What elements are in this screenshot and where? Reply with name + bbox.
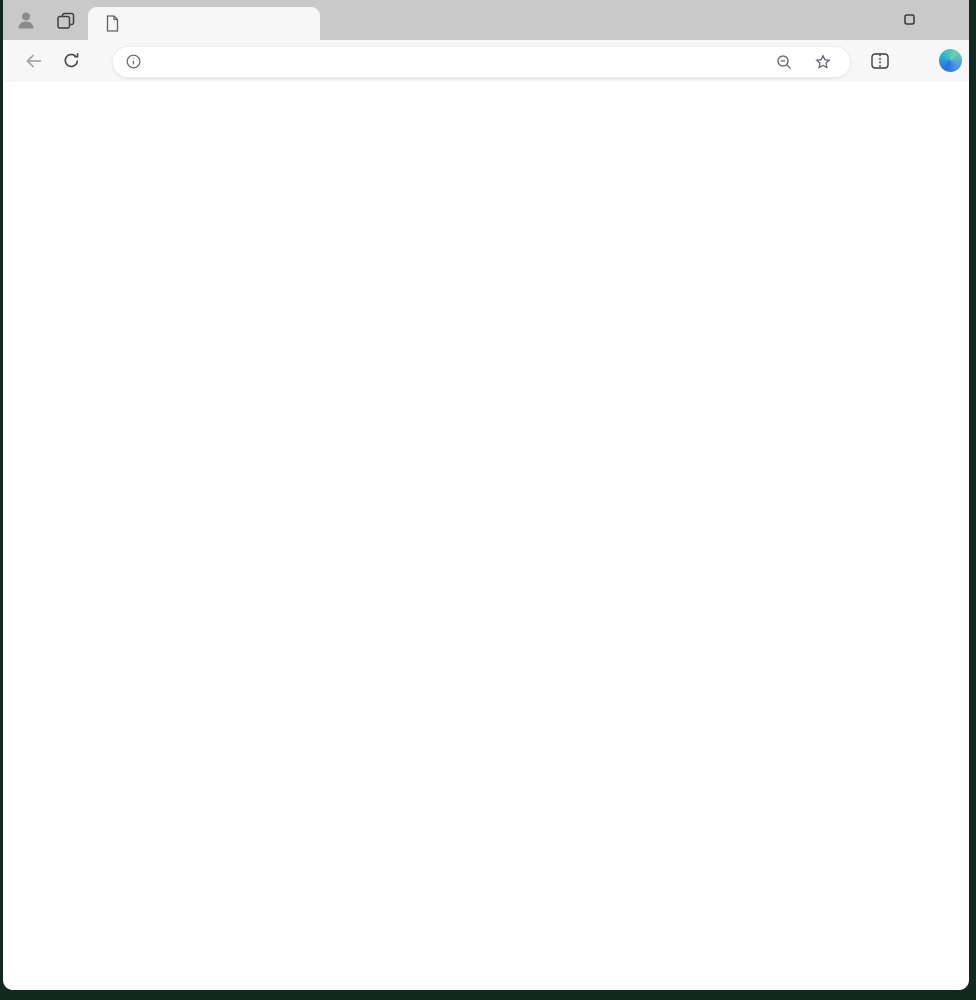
window-maximize-button[interactable]	[896, 10, 922, 32]
favorites-star-icon[interactable]	[815, 54, 831, 75]
workspaces-icon[interactable]	[56, 11, 76, 36]
back-icon[interactable]	[25, 53, 43, 74]
tab-close-button[interactable]	[296, 13, 322, 35]
new-tab-button[interactable]	[333, 8, 359, 30]
split-screen-icon[interactable]	[871, 53, 889, 74]
document-icon	[105, 15, 120, 37]
profile-avatar-icon[interactable]	[15, 9, 37, 36]
copilot-icon[interactable]	[939, 49, 962, 72]
browser-toolbar	[3, 40, 969, 83]
browser-tab[interactable]	[88, 7, 320, 40]
refresh-icon[interactable]	[63, 52, 80, 74]
address-bar[interactable]	[112, 46, 851, 78]
window-minimize-button[interactable]	[852, 10, 878, 32]
window-close-button[interactable]	[939, 10, 965, 32]
browser-titlebar	[3, 0, 969, 40]
page-info-icon[interactable]	[126, 54, 141, 74]
svg-document	[3, 82, 969, 990]
zoom-out-icon[interactable]	[776, 54, 793, 76]
